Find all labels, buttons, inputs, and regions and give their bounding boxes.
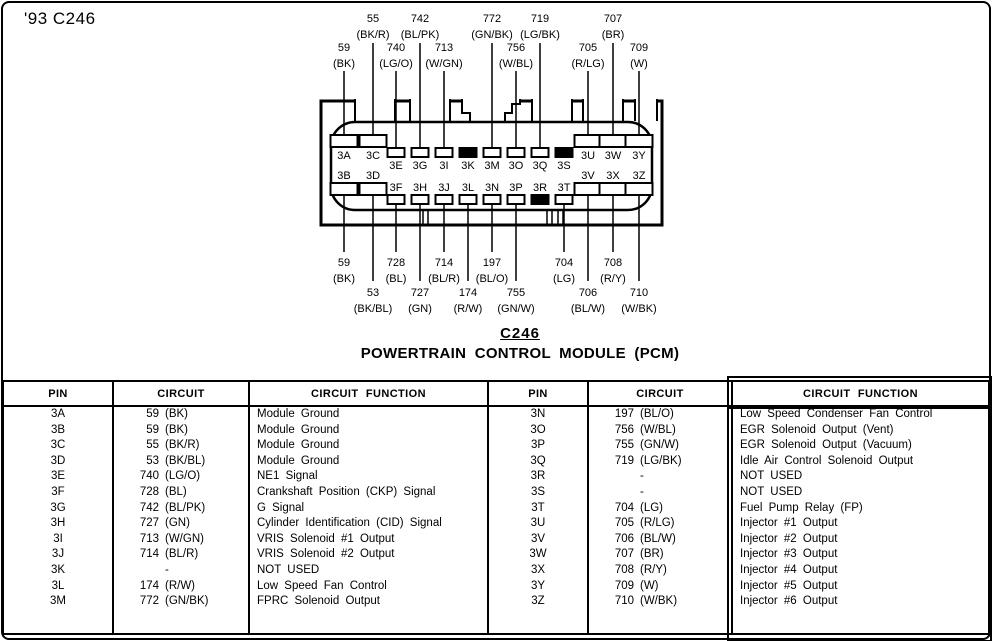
circuit-cell — [113, 547, 249, 563]
table-row — [3, 469, 989, 485]
pin-box-3C — [360, 135, 387, 147]
pin-cell: 3Z — [488, 594, 588, 610]
function-cell: NE1 Signal — [249, 469, 488, 485]
header-pin-right: PIN — [488, 381, 588, 406]
pin-box-3E — [388, 148, 405, 157]
wire-color: (GN/W) — [497, 303, 535, 315]
function-cell: Injector #4 Output — [732, 563, 989, 579]
wire-number: 710 — [629, 287, 649, 299]
header-function-right: CIRCUIT FUNCTION — [732, 381, 989, 406]
empty-cell — [113, 610, 249, 634]
pin-label: 3P — [509, 182, 523, 194]
wire-color: (BL/O) — [475, 273, 509, 285]
circuit-cell — [588, 547, 732, 563]
circuit-color: (BR) — [640, 548, 664, 561]
circuit-cell — [588, 454, 732, 470]
circuit-number: 772 — [139, 595, 159, 608]
empty-cell — [3, 610, 113, 634]
circuit-cell — [588, 485, 732, 501]
circuit-number: 728 — [139, 485, 159, 498]
circuit-cell — [113, 469, 249, 485]
wire-color: (BR) — [601, 29, 625, 41]
wire-number: 709 — [629, 42, 649, 54]
pin-box-3B — [331, 183, 358, 195]
wire-number: 707 — [603, 13, 623, 25]
pin-box-3A — [331, 135, 358, 147]
pin-label: 3O — [508, 160, 524, 172]
pin-cell: 3L — [3, 579, 113, 595]
pin-cell: 3R — [488, 469, 588, 485]
circuit-number: 714 — [139, 548, 159, 561]
circuit-cell — [588, 579, 732, 595]
circuit-color: - — [165, 563, 169, 576]
circuit-number: 708 — [614, 563, 634, 576]
pin-label: 3L — [461, 182, 475, 194]
circuit-color: (W/BK) — [640, 595, 678, 608]
header-row — [3, 381, 989, 406]
header-pin-left: PIN — [3, 381, 113, 406]
wire-number: 714 — [434, 257, 454, 269]
pin-cell: 3I — [3, 532, 113, 548]
wire-color: (W/BK) — [621, 303, 657, 315]
pin-box-3I — [436, 148, 453, 157]
wire-color: (BK) — [333, 58, 355, 70]
pinout-table — [2, 380, 990, 635]
circuit-number: 742 — [139, 501, 159, 514]
wire-color: (R/LG) — [571, 58, 605, 70]
function-cell: Low Speed Fan Control — [249, 579, 488, 595]
circuit-cell — [113, 454, 249, 470]
table-row — [3, 563, 989, 579]
pin-cell: 3U — [488, 516, 588, 532]
circuit-color: (GN/W) — [640, 439, 679, 452]
circuit-cell — [113, 438, 249, 454]
circuit-cell — [113, 423, 249, 439]
pin-box-3Q — [532, 148, 549, 157]
function-cell: NOT USED — [732, 485, 989, 501]
top-wire-labels — [333, 13, 648, 70]
circuit-number: 53 — [146, 454, 159, 467]
function-cell: Injector #3 Output — [732, 547, 989, 563]
function-cell: NOT USED — [249, 563, 488, 579]
pin-box-3W — [600, 135, 627, 147]
pin-label: 3S — [557, 160, 571, 172]
circuit-number: 704 — [614, 501, 634, 514]
empty-cell — [249, 610, 488, 634]
circuit-number: 727 — [139, 517, 159, 530]
pin-cell: 3B — [3, 423, 113, 439]
wire-number: 756 — [506, 42, 526, 54]
table-row — [3, 454, 989, 470]
wire-number: 174 — [458, 287, 478, 299]
circuit-color: (GN/BK) — [165, 595, 209, 608]
pin-label: 3H — [412, 182, 428, 194]
corner-label: '93 C246 — [24, 9, 96, 28]
circuit-cell — [588, 423, 732, 439]
wire-number: 755 — [506, 287, 526, 299]
pin-cell: 3P — [488, 438, 588, 454]
circuit-cell — [588, 563, 732, 579]
circuit-number: 755 — [614, 439, 634, 452]
circuit-color: - — [640, 470, 644, 483]
pin-box-3R — [532, 195, 549, 204]
function-cell: Module Ground — [249, 423, 488, 439]
wire-number: 55 — [366, 13, 380, 25]
connector-title: C246 — [500, 325, 540, 342]
circuit-cell — [588, 501, 732, 517]
function-cell: Crankshaft Position (CKP) Signal — [249, 485, 488, 501]
pin-label: 3Q — [532, 160, 548, 172]
pin-cell: 3A — [3, 406, 113, 423]
pin-box-3X — [600, 183, 627, 195]
circuit-cell — [588, 406, 732, 423]
circuit-cell — [588, 516, 732, 532]
function-cell: Cylinder Identification (CID) Signal — [249, 516, 488, 532]
pin-label: 3F — [389, 182, 403, 194]
wire-number: 708 — [603, 257, 623, 269]
circuit-cell — [588, 532, 732, 548]
circuit-cell — [113, 501, 249, 517]
pin-box-3O — [508, 148, 525, 157]
pin-cell: 3F — [3, 485, 113, 501]
circuit-number: 740 — [139, 470, 159, 483]
pin-cell: 3O — [488, 423, 588, 439]
circuit-cell — [113, 532, 249, 548]
pin-cell: 3S — [488, 485, 588, 501]
wire-number: 772 — [482, 13, 502, 25]
pin-box-3D — [360, 183, 387, 195]
function-cell: Idle Air Control Solenoid Output — [732, 454, 989, 470]
pin-label: 3G — [412, 160, 428, 172]
circuit-number: 709 — [614, 579, 634, 592]
circuit-number: 174 — [139, 579, 159, 592]
pin-label: 3I — [439, 160, 449, 172]
table-row — [3, 423, 989, 439]
circuit-color: (BK/R) — [165, 439, 200, 452]
circuit-color: (BL/O) — [640, 408, 674, 420]
pin-box-3N — [484, 195, 501, 204]
function-cell: Injector #6 Output — [732, 594, 989, 610]
circuit-cell — [588, 594, 732, 610]
wire-color: (W/GN) — [425, 58, 463, 70]
table-row — [3, 532, 989, 548]
wire-number: 728 — [386, 257, 406, 269]
circuit-color: (R/Y) — [640, 563, 667, 576]
pin-label: 3V — [581, 170, 595, 182]
circuit-number: 55 — [146, 439, 159, 452]
pin-cell: 3T — [488, 501, 588, 517]
circuit-cell — [113, 563, 249, 579]
pin-box-3K — [460, 148, 477, 157]
pin-label: 3U — [580, 150, 596, 162]
function-cell: G Signal — [249, 501, 488, 517]
table-row — [3, 547, 989, 563]
header-circuit-left: CIRCUIT — [113, 381, 249, 406]
pin-box-3T — [556, 195, 573, 204]
empty-cell — [588, 610, 732, 634]
table-row — [3, 406, 989, 423]
empty-cell — [488, 610, 588, 634]
function-cell: Module Ground — [249, 438, 488, 454]
circuit-color: (BL/PK) — [165, 501, 206, 514]
wire-color: (W/BL) — [498, 58, 534, 70]
pin-cell: 3C — [3, 438, 113, 454]
pin-cell: 3X — [488, 563, 588, 579]
circuit-color: (W) — [640, 579, 659, 592]
pin-label: 3A — [337, 150, 351, 162]
circuit-color: (LG/O) — [165, 470, 201, 483]
pin-box-3Y — [626, 135, 653, 147]
wire-color: (BK/R) — [356, 29, 390, 41]
wire-number: 53 — [366, 287, 380, 299]
circuit-color: (BL/R) — [165, 548, 199, 561]
circuit-color: (R/W) — [165, 579, 196, 592]
pin-label: 3Z — [632, 170, 646, 182]
function-cell: Injector #5 Output — [732, 579, 989, 595]
pin-box-3G — [412, 148, 429, 157]
pin-cell: 3W — [488, 547, 588, 563]
wire-number: 705 — [578, 42, 598, 54]
pin-label: 3J — [438, 182, 450, 194]
pin-label: 3M — [484, 160, 500, 172]
circuit-cell — [113, 516, 249, 532]
pin-label: 3N — [484, 182, 500, 194]
circuit-number: 707 — [614, 548, 634, 561]
circuit-color: (LG/BK) — [640, 454, 682, 467]
empty-cell — [732, 610, 989, 634]
pin-box-3P — [508, 195, 525, 204]
circuit-color: (LG) — [640, 501, 663, 514]
wire-number: 713 — [434, 42, 454, 54]
pin-box-3F — [388, 195, 405, 204]
function-cell: EGR Solenoid Output (Vacuum) — [732, 438, 989, 454]
pin-cell: 3D — [3, 454, 113, 470]
table-row — [3, 438, 989, 454]
pin-label: 3T — [557, 182, 571, 194]
function-cell: Low Speed Condenser Fan Control — [732, 406, 989, 423]
function-cell: Module Ground — [249, 406, 488, 423]
pin-cell: 3K — [3, 563, 113, 579]
pin-box-3V — [575, 183, 602, 195]
wire-number: 742 — [410, 13, 430, 25]
wire-color: (W) — [630, 58, 648, 70]
circuit-number: 59 — [146, 423, 159, 436]
pin-cell: 3E — [3, 469, 113, 485]
circuit-cell — [113, 594, 249, 610]
header-circuit-right: CIRCUIT — [588, 381, 732, 406]
circuit-color: (BK) — [165, 408, 188, 420]
pin-box-3H — [412, 195, 429, 204]
circuit-color: (R/LG) — [640, 517, 675, 530]
circuit-number: 756 — [614, 423, 634, 436]
pin-label: 3K — [461, 160, 475, 172]
circuit-number: 705 — [614, 517, 634, 530]
wire-number: 719 — [530, 13, 550, 25]
wire-color: (GN) — [408, 303, 432, 315]
pin-box-3L — [460, 195, 477, 204]
pin-label: 3C — [365, 150, 381, 162]
circuit-color: (BL/W) — [640, 532, 676, 545]
header-function-left: CIRCUIT FUNCTION — [249, 381, 488, 406]
pin-label: 3R — [532, 182, 548, 194]
table-filler-row — [3, 610, 989, 634]
pin-box-3J — [436, 195, 453, 204]
circuit-color: (BL) — [165, 485, 187, 498]
bottom-wire-labels — [333, 257, 657, 315]
wire-color: (BL/R) — [428, 273, 460, 285]
circuit-cell — [113, 579, 249, 595]
circuit-color: (BK/BL) — [165, 454, 206, 467]
function-cell: VRIS Solenoid #2 Output — [249, 547, 488, 563]
wire-number: 197 — [482, 257, 502, 269]
pin-cell: 3Y — [488, 579, 588, 595]
wire-color: (LG) — [553, 273, 575, 285]
circuit-cell — [588, 438, 732, 454]
circuit-number: 59 — [146, 408, 159, 420]
circuit-color: (W/BL) — [640, 423, 676, 436]
wire-number: 727 — [410, 287, 430, 299]
function-cell: VRIS Solenoid #1 Output — [249, 532, 488, 548]
pin-label: 3E — [389, 160, 403, 172]
pin-cell: 3Q — [488, 454, 588, 470]
function-cell: Fuel Pump Relay (FP) — [732, 501, 989, 517]
pin-cell: 3M — [3, 594, 113, 610]
pin-box-3Z — [626, 183, 653, 195]
pin-box-3M — [484, 148, 501, 157]
circuit-color: (W/GN) — [165, 532, 204, 545]
pin-box-3S — [556, 148, 573, 157]
pin-label: 3W — [604, 150, 622, 162]
function-cell: Injector #2 Output — [732, 532, 989, 548]
pin-cell: 3J — [3, 547, 113, 563]
wire-number: 740 — [386, 42, 406, 54]
wire-color: (LG/O) — [379, 58, 413, 70]
pin-label: 3D — [365, 170, 381, 182]
table-row — [3, 501, 989, 517]
pin-cell: 3G — [3, 501, 113, 517]
table-row — [3, 516, 989, 532]
function-cell: NOT USED — [732, 469, 989, 485]
function-cell: Module Ground — [249, 454, 488, 470]
wire-color: (BK/BL) — [353, 303, 393, 315]
wire-number: 704 — [554, 257, 574, 269]
wire-number: 59 — [337, 42, 351, 54]
wire-color: (R/Y) — [600, 273, 626, 285]
wire-color: (BL/PK) — [400, 29, 440, 41]
pin-cell: 3V — [488, 532, 588, 548]
circuit-color: (BK) — [165, 423, 188, 436]
circuit-number: 719 — [614, 454, 634, 467]
pin-label: 3Y — [632, 150, 646, 162]
wire-number: 59 — [337, 257, 351, 269]
module-title: POWERTRAIN CONTROL MODULE (PCM) — [360, 345, 680, 362]
wire-color: (R/W) — [453, 303, 483, 315]
function-cell: Injector #1 Output — [732, 516, 989, 532]
function-cell: FPRC Solenoid Output — [249, 594, 488, 610]
table-row — [3, 594, 989, 610]
wire-color: (BL) — [385, 273, 407, 285]
wire-color: (GN/BK) — [471, 29, 513, 41]
circuit-number: 197 — [614, 408, 634, 420]
circuit-cell — [113, 406, 249, 423]
pin-box-3U — [575, 135, 602, 147]
wire-number: 706 — [578, 287, 598, 299]
wire-color: (BL/W) — [570, 303, 606, 315]
circuit-cell — [113, 485, 249, 501]
pin-label: 3X — [606, 170, 620, 182]
circuit-number: 713 — [139, 532, 159, 545]
table-row — [3, 485, 989, 501]
wire-color: (LG/BK) — [520, 29, 560, 41]
title-block — [270, 325, 770, 362]
pin-cell: 3H — [3, 516, 113, 532]
table-row — [3, 579, 989, 595]
circuit-number: 710 — [614, 595, 634, 608]
pin-cell: 3N — [488, 406, 588, 423]
wire-color: (BK) — [333, 273, 355, 285]
circuit-number: 706 — [614, 532, 634, 545]
pin-label: 3B — [337, 170, 351, 182]
function-cell: EGR Solenoid Output (Vent) — [732, 423, 989, 439]
circuit-color: (GN) — [165, 517, 190, 530]
circuit-color: - — [640, 485, 644, 498]
circuit-cell — [588, 469, 732, 485]
